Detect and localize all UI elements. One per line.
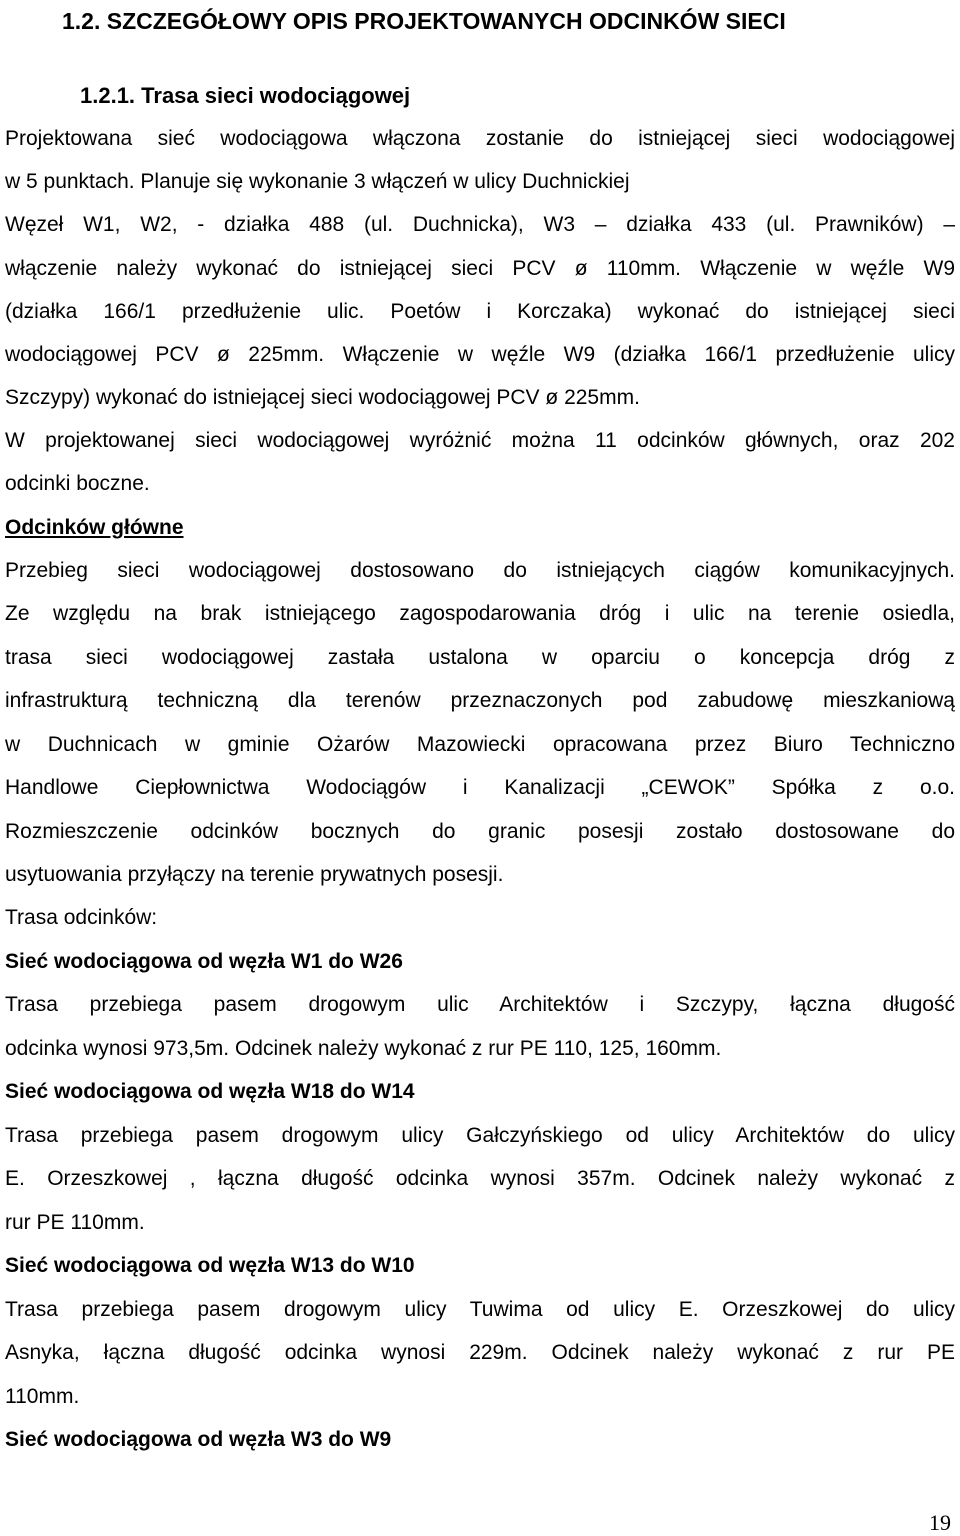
paragraph-line: Szczypy) wykonać do istniejącej sieci wodociągowej PCV ø 225mm.	[5, 386, 640, 409]
paragraph-line: trasa sieci wodociągowej zastała ustalona w oparciu o koncepcja dróg z	[5, 646, 955, 669]
paragraph-line: Ze względu na brak istniejącego zagospodarowania dróg i ulic na terenie osiedla,	[5, 602, 955, 625]
paragraph-line: odcinka wynosi 973,5m. Odcinek należy wykonać z rur PE 110, 125, 160mm.	[5, 1037, 722, 1060]
paragraph-line: Projektowana sieć wodociągowa włączona zostanie do istniejącej sieci wodociągowej	[5, 127, 955, 150]
paragraph-line: W projektowanej sieci wodociągowej wyróżnić można 11 odcinków głównych, oraz 202	[5, 429, 955, 452]
paragraph-line: w 5 punktach. Planuje się wykonanie 3 włączeń w ulicy Duchnickiej	[5, 170, 630, 193]
paragraph-line: Trasa odcinków:	[5, 906, 158, 929]
subsection-heading: 1.2.1. Trasa sieci wodociągowej	[80, 83, 411, 108]
section-heading: 1.2. SZCZEGÓŁOWY OPIS PROJEKTOWANYCH ODCINKÓW SIECI	[62, 8, 786, 34]
main-segments-heading: Odcinków główne	[5, 516, 184, 539]
paragraph-line: włączenie należy wykonać do istniejącej sieci PCV ø 110mm. Włączenie w węźle W9	[5, 257, 955, 280]
paragraph-line: E. Orzeszkowej , łączna długość odcinka wynosi 357m. Odcinek należy wykonać z	[5, 1167, 955, 1190]
paragraph-line: Handlowe Ciepłownictwa Wodociągów i Kanalizacji „CEWOK” Spółka z o.o.	[5, 776, 955, 799]
paragraph-line: Asnyka, łączna długość odcinka wynosi 229m. Odcinek należy wykonać z rur PE	[5, 1341, 955, 1364]
paragraph-line: Trasa przebiega pasem drogowym ulic Architektów i Szczypy, łączna długość	[5, 993, 955, 1016]
paragraph-line: Węzeł W1, W2, - działka 488 (ul. Duchnicka), W3 – działka 433 (ul. Prawników) –	[5, 213, 955, 236]
segment-heading-w1-w26: Sieć wodociągowa od węzła W1 do W26	[5, 950, 403, 973]
segment-heading-w3-w9: Sieć wodociągowa od węzła W3 do W9	[5, 1428, 392, 1451]
paragraph-line: Trasa przebiega pasem drogowym ulicy Tuwima od ulicy E. Orzeszkowej do ulicy	[5, 1298, 955, 1321]
paragraph-line: Przebieg sieci wodociągowej dostosowano do istniejących ciągów komunikacyjnych.	[5, 559, 955, 582]
paragraph-line: Trasa przebiega pasem drogowym ulicy Gałczyńskiego od ulicy Architektów do ulicy	[5, 1124, 955, 1147]
paragraph-line: Rozmieszczenie odcinków bocznych do granic posesji zostało dostosowane do	[5, 820, 955, 843]
segment-heading-w13-w10: Sieć wodociągowa od węzła W13 do W10	[5, 1254, 415, 1277]
paragraph-line: wodociągowej PCV ø 225mm. Włączenie w węźle W9 (działka 166/1 przedłużenie ulicy	[5, 343, 955, 366]
paragraph-line: 110mm.	[5, 1385, 80, 1408]
page-number: 19	[929, 1510, 951, 1535]
paragraph-line: infrastrukturą techniczną dla terenów przeznaczonych pod zabudowę mieszkaniową	[5, 689, 955, 712]
paragraph-line: w Duchnicach w gminie Ożarów Mazowiecki opracowana przez Biuro Techniczno	[5, 733, 955, 756]
segment-heading-w18-w14: Sieć wodociągowa od węzła W18 do W14	[5, 1080, 415, 1103]
paragraph-line: usytuowania przyłączy na terenie prywatnych posesji.	[5, 863, 504, 886]
paragraph-line: rur PE 110mm.	[5, 1211, 145, 1234]
paragraph-line: (działka 166/1 przedłużenie ulic. Poetów i Korczaka) wykonać do istniejącej sieci	[5, 300, 955, 323]
paragraph-line: odcinki boczne.	[5, 472, 150, 495]
